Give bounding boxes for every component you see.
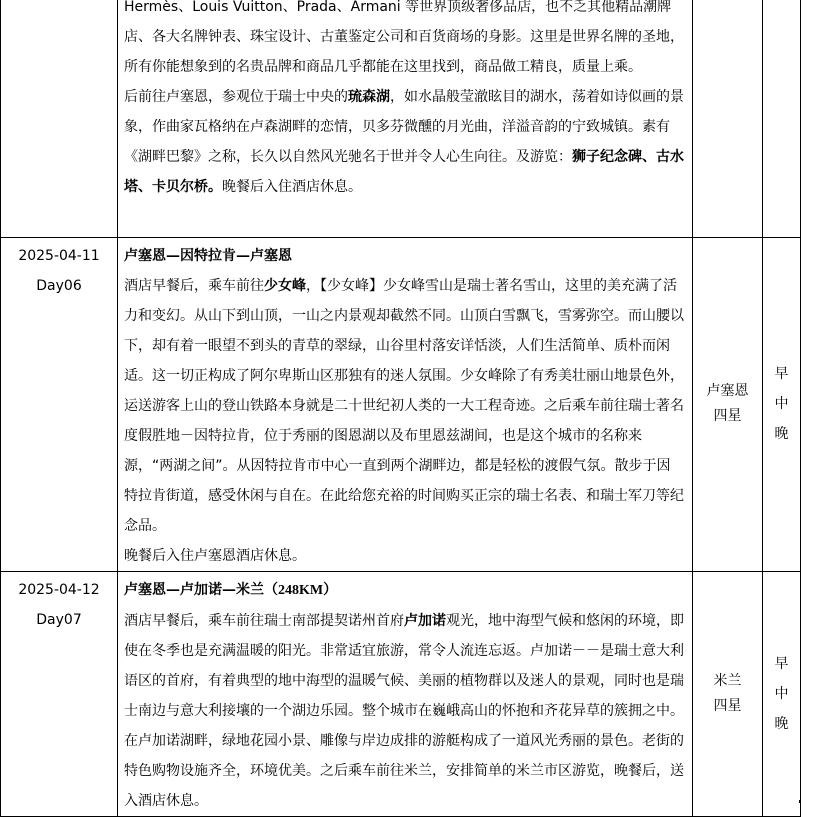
lugano-text-a: 酒店早餐后，乘车前往瑞士南部提契诺州首府 [124,612,404,629]
jungfrau-paragraph [124,271,684,541]
lugano-text-c: 观光，地中海型气候和悠闲的环境，即使在冬季也是充满温暖的阳光。非常适宜旅游，常令人流连忘返。卢加诺－－是瑞士意大利语区的首府，有着典型的地中海型的温暖气候、美丽的植物群以及迷人的景观，同时也是瑞士南边与意大利接壤的一个湖边乐园。整个城市在巍峨高山的怀抱和齐花异草的簇拥之中。在卢加诺湖畔，绿地花园小景、雕像与岸边成排的游艇构成了一道风光秀丽的景色。老街的特色购物设施齐全，环境优美。之后乘车前往米兰，安排简单的米兰市区游览，晚餐后，送入酒店休息。 [124,612,684,809]
meals-cell [763,237,801,571]
title-text-a: 卢塞恩—卢加诺—米兰（ [124,581,278,598]
shopping-paragraph: Hermès、Louis Vuitton、Prada、Armani 等世界顶级奢侈品店，也不乏其他精品潮牌店、各大名牌钟表、珠宝设计、古董鉴定公司和百货商场的身影。这里是世界名牌的圣地，所有你能想象到的名贵品牌和商品几乎都能在这里找到，商品做工精良，质量上乘。 [124,0,684,75]
description-cell [118,0,693,237]
meal-breakfast: 早 [774,366,789,382]
day-title: 卢塞恩—因特拉肯—卢塞恩 [124,247,292,264]
jungfrau-text-a: 酒店早餐后，乘车前往 [124,277,264,294]
hotel-star: 四星 [713,408,742,424]
itinerary-row-continued [1,0,801,237]
description-cell [118,237,693,571]
day-label: Day06 [36,277,82,294]
lucerne-text-e: 晚餐后入住酒店休息。 [222,179,362,195]
date-cell [1,237,118,571]
meal-lunch: 中 [774,396,789,412]
lake-lucerne-highlight: 琉森湖 [348,89,390,105]
lugano-paragraph [124,606,684,816]
meals-cell [763,0,801,237]
itinerary-row-day07 [1,571,801,816]
lugano-highlight: 卢加诺 [404,612,446,629]
description-cell [118,571,693,816]
itinerary-row-day06 [1,237,801,571]
hotel-cell [693,571,763,816]
hotel-cell [693,0,763,237]
meal-breakfast: 早 [774,655,789,672]
date-text: 2025-04-12 [18,581,100,598]
date-cell [1,571,118,816]
day-label: Day07 [36,611,82,628]
hotel-city: 卢塞恩 [706,383,749,399]
title-distance: 248KM [278,582,324,598]
hotel-city: 米兰 [713,672,742,689]
hotel-cell [693,237,763,571]
date-text: 2025-04-11 [18,247,100,264]
sights-highlight: 狮子纪念碑、古水塔、卡贝尔桥。 [124,149,684,195]
jungfrau-highlight: 少女峰 [264,277,306,294]
lucerne-paragraph [124,82,684,202]
meal-lunch: 中 [774,685,789,702]
meal-dinner: 晚 [774,426,789,442]
date-cell [1,0,118,237]
lucerne-text-a: 后前往卢塞恩，参观位于瑞士中央的 [124,89,348,105]
hotel-star: 四星 [713,697,742,714]
lucerne-text-c: ，如水晶般莹澈眩目的湖水，荡着如诗似画的景象，作曲家瓦格纳在卢森湖畔的恋情，贝多芬微醺的月光曲，洋溢音韵的宁致城镇。素有《湖畔巴黎》之称，长久以自然风光驰名于世并令人心生向往。及游览： [124,89,684,165]
dinner-paragraph: 晚餐后入住卢塞恩酒店休息。 [124,547,306,564]
jungfrau-text-c: ，【少女峰】少女峰雪山是瑞士著名雪山，这里的美充满了活力和变幻。从山下到山顶，一山之内景观却截然不同。山顶白雪飘飞，雪雾弥空。而山腰以下，却有着一眼望不到头的青草的翠绿，山谷里村落安详恬淡，人们生活简单、质朴而闲适。这一切正构成了阿尔卑斯山区那独有的迷人氛围。少女峰除了有秀美壮丽山地景色外，运送游客上山的登山铁路本身就是二十世纪初人类的一大工程奇迹。之后乘车前往瑞士著名度假胜地－因特拉肯，位于秀丽的图恩湖以及布里恩兹湖间，也是这个城市的名称来源，“两湖之间”。从因特拉肯市中心一直到两个湖畔边，都是轻松的渡假气氛。散步于因特拉肯街道，感受休闲与自在。在此给您充裕的时间购买正宗的瑞士名表、和瑞士军刀等纪念品。 [124,277,684,534]
title-text-c: ） [323,581,338,598]
day-title [124,575,684,606]
meal-dinner: 晚 [774,715,789,732]
meals-cell [763,571,801,816]
